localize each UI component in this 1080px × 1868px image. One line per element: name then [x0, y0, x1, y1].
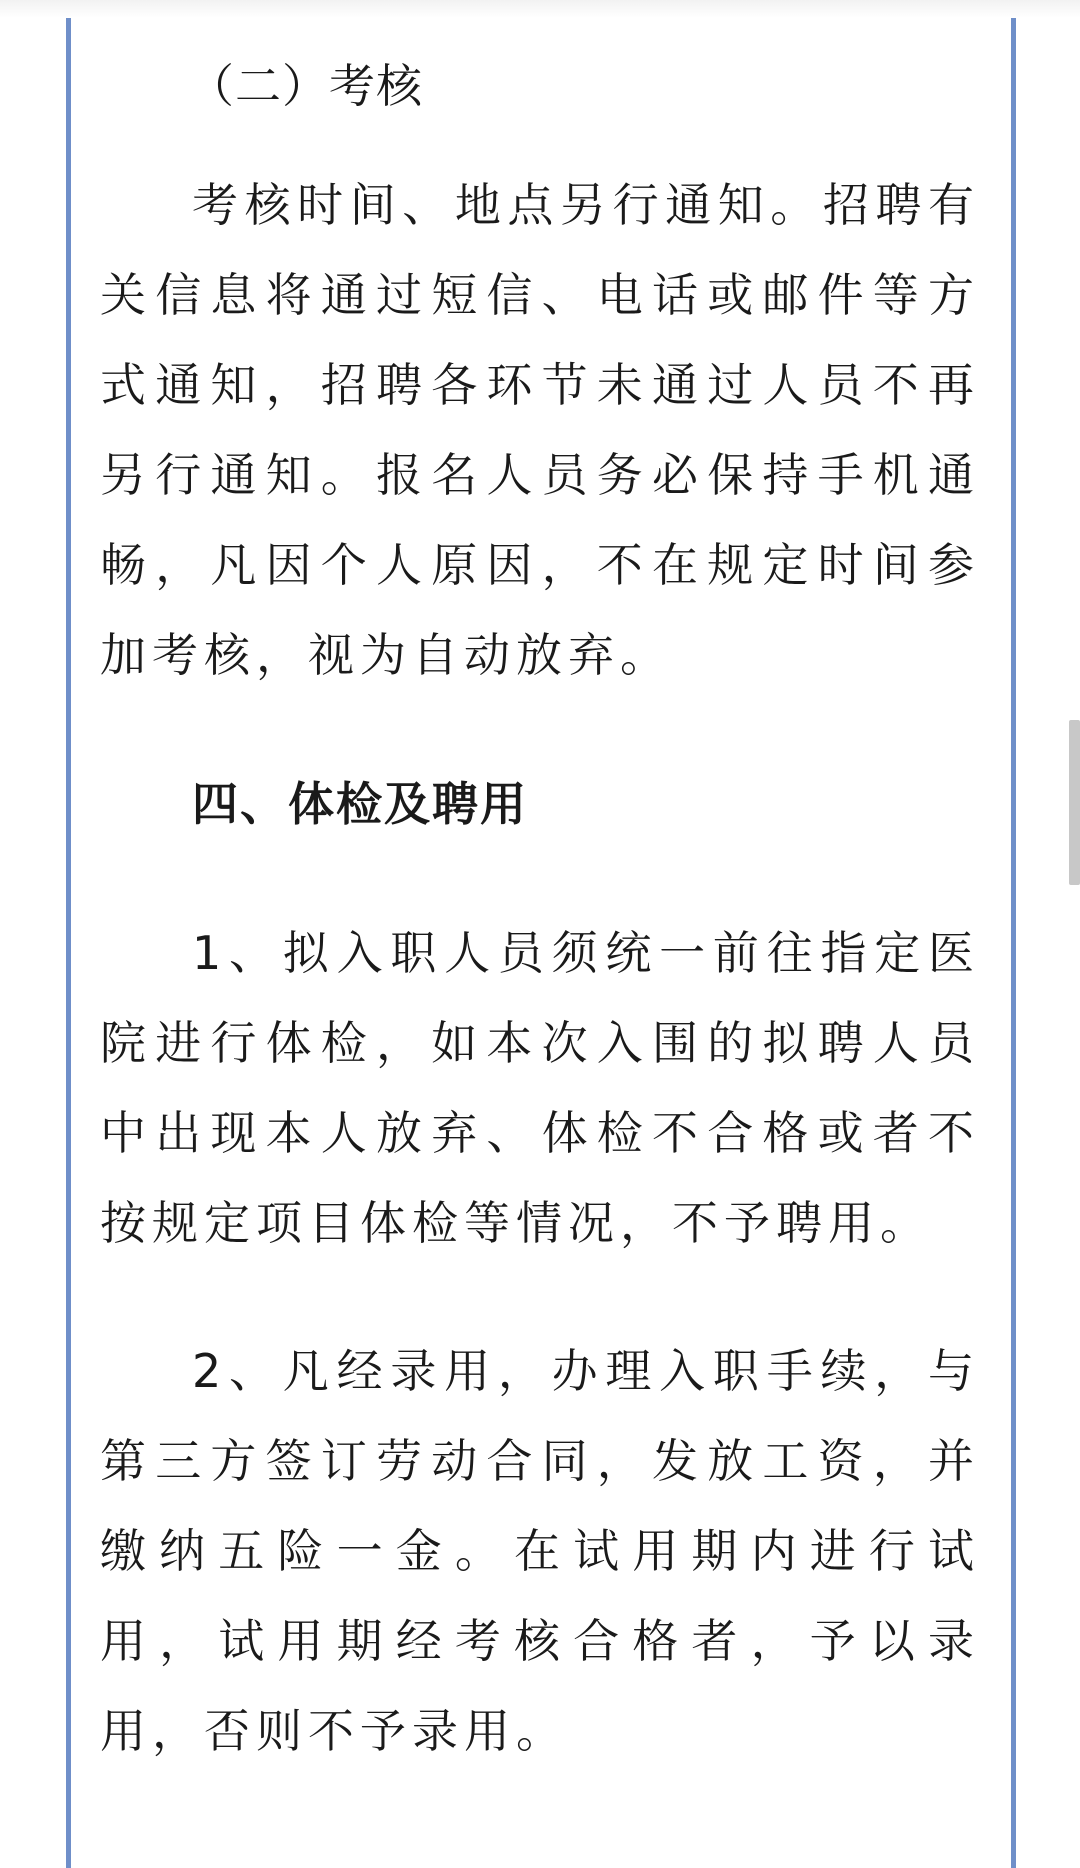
- scrollbar-thumb[interactable]: [1069, 720, 1080, 885]
- medical-item-2: 2、凡经录用，办理入职手续，与第三方签订劳动合同，发放工资，并缴纳五险一金。在试用期内进行试用，试用期经考核合格者，予以录用，否则不予录用。: [100, 1344, 980, 1758]
- spacer: [100, 1268, 980, 1326]
- top-edge: [0, 0, 1080, 18]
- assessment-heading: （二）考核: [188, 59, 423, 113]
- article-body: [100, 40, 980, 1776]
- medical-employment-heading: 四、体检及聘用: [192, 777, 528, 831]
- content-border-right: [1011, 18, 1016, 1868]
- assessment-paragraph: 考核时间、地点另行通知。招聘有关信息将通过短信、电话或邮件等方式通知，招聘各环节未通过人员不再另行通知。报名人员务必保持手机通畅，凡因个人原因，不在规定时间参加考核，视为自动放弃。: [100, 178, 980, 682]
- spacer: [100, 700, 980, 758]
- spacer: [100, 850, 980, 908]
- content-border-left: [66, 18, 71, 1868]
- medical-item-1: 1、拟入职人员须统一前往指定医院进行体检，如本次入围的拟聘人员中出现本人放弃、体检不合格或者不按规定项目体检等情况，不予聘用。: [100, 926, 980, 1250]
